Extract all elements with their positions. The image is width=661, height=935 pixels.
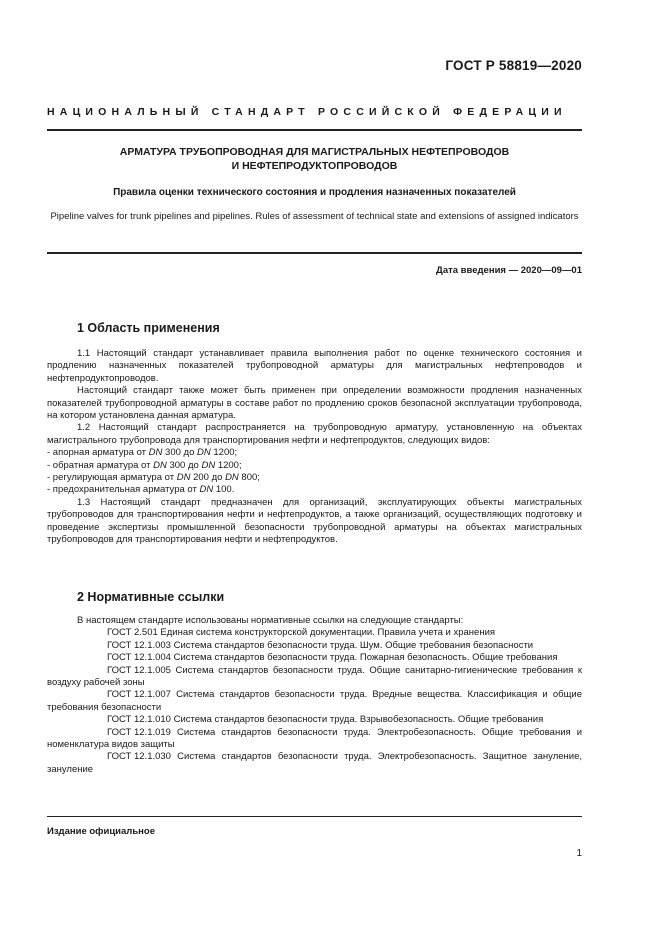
list-item-text: 300 до <box>162 447 198 459</box>
reference-item <box>47 689 582 714</box>
list-item <box>47 472 582 484</box>
paragraph: 1.3 Настоящий стандарт предназначен для организаций, эксплуатирующих объекты магистральных трубопроводов для транспортирования нефти и нефтепродуктов, а также организаций, осуществляющих подготовку и проведение экспертизы промышленной безопасности трубопроводной арматуры на объектах магистральных трубопроводов для транспортирования нефти и нефтепродуктов. <box>47 496 582 546</box>
reference-item <box>47 640 582 652</box>
paragraph: Настоящий стандарт также может быть применен при определении возможности продления назначенных показателей трубопроводной арматуры в составе работ по продлению сроков безопасной эксплуатации трубопровода, на котором установлена данная арматура. <box>47 385 582 422</box>
reference-item <box>47 627 582 639</box>
reference-code: ГОСТ 12.1.003 <box>107 639 171 651</box>
paragraph: 1.2 Настоящий стандарт распространяется на трубопроводную арматуру, установленную на объектах магистрального трубопровода для транспортирования нефти и нефтепродуктов, следующих видов: <box>47 422 582 446</box>
valve-type-list <box>47 447 582 497</box>
section-2-body <box>47 615 582 776</box>
reference-code: ГОСТ 12.1.004 <box>107 652 171 664</box>
national-standard-heading: НАЦИОНАЛЬНЫЙ СТАНДАРТ РОССИЙСКОЙ ФЕДЕРАЦИИ <box>47 106 567 118</box>
list-item-text: 300 до <box>166 459 202 471</box>
title-line-1: АРМАТУРА ТРУБОПРОВОДНАЯ ДЛЯ МАГИСТРАЛЬНЫХ НЕФТЕПРОВОДОВ <box>119 146 510 158</box>
english-title: Pipeline valves for trunk pipelines and pipelines. Rules of assessment of technical state and extensions of assigned indicators <box>50 211 579 222</box>
reference-code: ГОСТ 12.1.007 <box>107 689 171 701</box>
dn-label: DN <box>153 459 167 471</box>
reference-item <box>47 665 582 690</box>
reference-code: ГОСТ 12.1.030 <box>107 751 171 763</box>
paragraph: В настоящем стандарте использованы нормативные ссылки на следующие стандарты: <box>77 615 464 626</box>
document-title <box>47 146 582 173</box>
list-item-text: 100. <box>213 484 235 496</box>
footer-rule <box>47 816 582 817</box>
dn-label: DN <box>201 459 216 471</box>
dn-label: DN <box>199 484 214 496</box>
section-1-body <box>47 348 582 547</box>
reference-title: Система стандартов безопасности труда. Вредные вещества. Классификация и общие требования безопасности <box>47 689 583 713</box>
header-rule <box>47 129 582 131</box>
reference-item <box>47 727 582 752</box>
list-item <box>47 447 582 459</box>
list-item-text: - регулирующая арматура от <box>47 472 177 484</box>
list-item-text: 1200; <box>210 447 238 459</box>
paragraph: 1.1 Настоящий стандарт устанавливает правила выполнения работ по оценке технического состояния и продлению назначенных показателей трубопроводной арматуры для магистральных нефтепроводов и нефтепродуктопроводов. <box>47 348 582 384</box>
reference-code: ГОСТ 2.501 <box>107 627 158 639</box>
introduction-date: Дата введения — 2020—09—01 <box>436 265 582 276</box>
section-2-heading: 2 Нормативные ссылки <box>77 590 225 604</box>
reference-title: Система стандартов безопасности труда. Взрывобезопасность. Общие требования <box>173 714 544 726</box>
page-number: 1 <box>576 848 582 859</box>
list-item-text: 800; <box>238 472 260 484</box>
reference-code: ГОСТ 12.1.019 <box>107 726 171 738</box>
list-item-text: 1200; <box>215 459 242 471</box>
document-code: ГОСТ Р 58819—2020 <box>445 58 582 73</box>
reference-code: ГОСТ 12.1.010 <box>107 714 171 726</box>
reference-item <box>47 714 582 726</box>
list-item-text: - обратная арматура от <box>47 459 154 471</box>
list-item-text: 200 до <box>190 472 226 484</box>
document-subtitle: Правила оценки технического состояния и продления назначенных показателей <box>113 187 516 198</box>
edition-label: Издание официальное <box>47 826 155 837</box>
reference-title: Единая система конструкторской документации. Правила учета и хранения <box>160 627 496 639</box>
dn-label: DN <box>148 447 163 459</box>
dn-label: DN <box>225 472 239 484</box>
reference-title: Система стандартов безопасности труда. Электробезопасность. Общие требования и номенклатура видов защиты <box>47 726 582 751</box>
title-line-2: И НЕФТЕПРОДУКТОПРОВОДОВ <box>231 159 398 172</box>
dn-label: DN <box>176 472 191 484</box>
reference-title: Система стандартов безопасности труда. Общие санитарно-гигиенические требования к воздуху рабочей зоны <box>47 664 582 689</box>
reference-item <box>47 652 582 664</box>
list-item-text: - предохранительная арматура от <box>47 484 200 496</box>
list-item-text: - апорная арматура от <box>47 447 149 459</box>
list-item <box>47 460 582 472</box>
reference-title: Система стандартов безопасности труда. Шум. Общие требования безопасности <box>173 639 534 651</box>
reference-code: ГОСТ 12.1.005 <box>107 664 171 676</box>
title-rule <box>47 252 582 254</box>
dn-label: DN <box>197 447 211 459</box>
references-list <box>47 627 582 776</box>
reference-title: Система стандартов безопасности труда. Электробезопасность. Защитное зануление, зануление <box>47 751 582 775</box>
reference-title: Система стандартов безопасности труда. Пожарная безопасность. Общие требования <box>173 652 558 664</box>
list-item <box>47 484 582 496</box>
reference-item <box>47 751 582 776</box>
section-1-heading: 1 Область применения <box>77 321 220 335</box>
